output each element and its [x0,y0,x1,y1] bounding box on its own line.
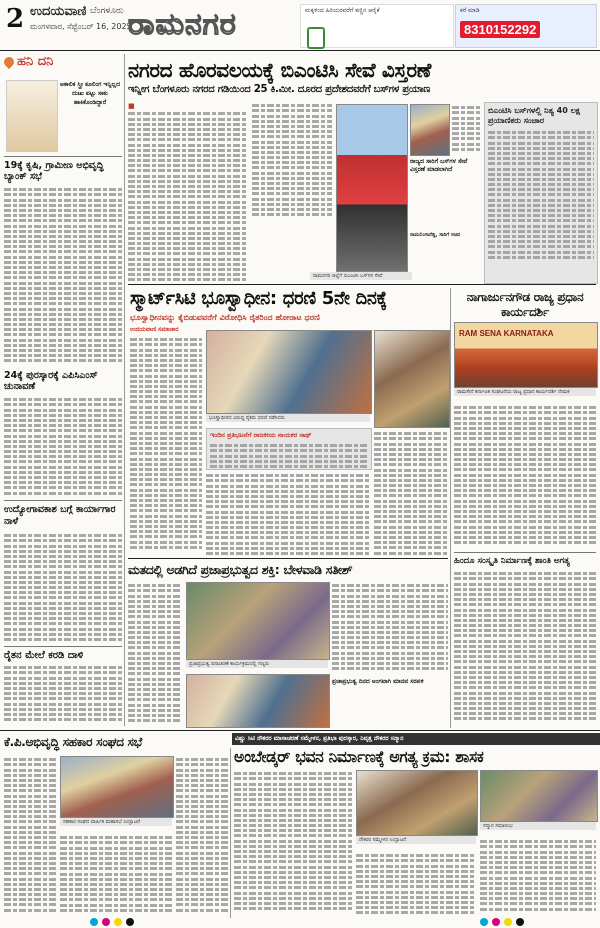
bus-photo [336,104,408,272]
smart-city-body [206,472,370,556]
smart-city-headline: ಸ್ಮಾರ್ಟ್‌ಸಿಟಿ ಭೂಸ್ವಾಧೀನ: ಧರಣಿ 5ನೇ ದಿನಕ್ಕೆ [130,288,387,309]
protest-photo-2 [374,330,450,428]
photo-caption: ಸನ್ಮಾನ ಸಮಾರಂಭ [480,822,596,830]
story-body [4,186,122,366]
photo-caption: ರಾಮನಗರ ಜಿಲ್ಲೆಗೆ ಬಿಎಂಟಿಸಿ ಬಸ್‌ಗಳ ಸೇವೆ [310,272,412,280]
yellow-mark [504,918,512,926]
magenta-mark [102,918,110,926]
phone-icon [307,27,325,49]
advertisement-right [455,4,597,48]
protest-photo [206,330,372,414]
democracy-headline: ಮತದಲ್ಲಿ ಅಡಗಿದೆ ಪ್ರಜಾಪ್ರಭುತ್ವದ ಶಕ್ತಿ: ಬೇಳವಾಡಿ ಸತೀಶ್ [128,562,353,577]
photo-caption: ಭೂಸ್ವಾಧೀನದ ವಿರುದ್ಧ ರೈತರು ಧರಣಿ ನಡೆಸಿದರು [206,414,370,422]
cyan-mark [90,918,98,926]
lead-subheadline: ಇನ್ನೀಗ ಬೆಂಗಳೂರು ನಗರದ ಗಡಿಯಿಂದ 25 ಕಿ.ಮೀ. ದೂರದ ಪ್ರದೇಶದವರೆಗೆ ಬಸ್‌ಗಳ ಪ್ರಯಾಣ [128,84,431,95]
inner-box-title: ಇಂದಿನ ಪ್ರತಿಭಟನೆಗೆ ರಾಜಕೀಯ ನಾಯಕರ ಸಾಥ್ [210,431,312,439]
kp-body [176,756,228,916]
right-secondary-headline: ಹಿಂದೂ ಸಂಸ್ಕೃತಿ ನಿರ್ಮಾಣಕ್ಕೆ ಶಾಂತಿ ಅಗತ್ಯ [454,556,570,566]
kp-body [60,834,172,916]
ambedkar-body [356,852,476,916]
paper-name: ಉದಯವಾಣಿ [30,4,87,19]
ad-right-text: ಕರೆ ಮಾಡಿ [460,7,480,14]
story-headline: ರೈತನ ಮೇಲೆ ಕರಡಿ ದಾಳಿ [4,650,84,661]
story-body [4,396,122,496]
kp-photo [60,756,174,818]
right-body [454,404,596,550]
photo-caption: ಸಹಕಾರ ಸಂಘದ ವಾರ್ಷಿಕ ಮಹಾಸಭೆ ಉದ್ಘಾಟನೆ [60,818,172,826]
drop-icon [2,54,16,68]
democracy-body [332,582,448,674]
cartoon [6,80,58,152]
page-number: 2 [6,4,25,34]
yellow-mark [114,918,122,926]
story-headline: 19ಕ್ಕೆ ಕೃಷಿ, ಗ್ರಾಮೀಣ ಅಭಿವೃದ್ಧಿ ಬ್ಯಾಂಕ್ ಸಭೆ [4,160,104,182]
story-body [4,664,122,724]
story-headline: 24ಕ್ಕೆ ಪುರಸ್ಕಾರಕ್ಕೆ ಎಪಿಸಿಎಂಸ್ ಚುನಾವಣೆ [4,370,98,392]
right-body [454,570,596,726]
byline: ಉದಯವಾಣಿ ಸಮಾಚಾರ [130,326,179,333]
banner-text: RAM SENA KARNATAKA [459,329,554,338]
date-line: ಮಂಗಳವಾರ, ಸೆಪ್ಟೆಂಬರ್ 16, 2025 [30,22,132,31]
city-label: ಬೆಂಗಳೂರು [90,6,124,16]
kp-headline: ಕೆ.ಪಿ.ಅಭಿವೃದ್ಧಿ ಸಹಕಾರ ಸಂಘದ ಸಭೆ [4,735,142,749]
lead-headline: ನಗರದ ಹೊರವಲಯಕ್ಕೆ ಬಿಎಂಟಿಸಿ ಸೇವೆ ವಿಸ್ತರಣೆ [128,58,432,82]
ambedkar-photo [356,770,478,836]
ad-left-text: ಮಕ್ಕಳಿಂದ ಹಿರಿಯರವರೆಗೆ ಕಣ್ಣಿನ ಆರೈಕೆ [305,7,380,14]
lead-body [128,102,248,282]
registration-marks [480,918,524,926]
ambedkar-body [480,838,596,916]
story-body [4,532,122,642]
side-caption: ಪ್ರಜಾಪ್ರಭುತ್ವ ದಿನದ ಅಂಗವಾಗಿ ಮಾನವ ಸರಪಳಿ [332,678,424,685]
democracy-body [128,582,182,726]
story-headline: ಉದ್ಯೋಗಾವಕಾಶ ಬಗ್ಗೆ ಕಾರ್ಯಾಗಾರ ನಾಳೆ [4,504,116,527]
lead-body [452,104,480,154]
column-brand: ಹನಿ ದನಿ [17,54,54,69]
smart-city-subheadline: ಭೂಸ್ವಾಧೀನವನ್ನು ಕೈಬಿಡುವವರೆಗೆ ವಿರೋಧಿಸಿ ರೈತರಿಂದ ಹೋರಾಟ ಧರಣಿ [130,312,320,322]
byline: ■ [128,102,135,110]
registration-marks [90,918,134,926]
sidebar-box [484,102,598,284]
advertisement-left [300,4,454,48]
lead-body [252,102,332,222]
minister-portrait [410,104,450,156]
cyan-mark [480,918,488,926]
democracy-photo-2 [186,674,330,728]
right-headline: ನಾಗಾರ್ಜುನಗೌಡ ರಾಜ್ಯ ಪ್ರಧಾನ ಕಾರ್ಯದರ್ಶಿ [466,290,584,319]
ambedkar-photo-2 [480,770,598,822]
ambedkar-body [234,770,352,916]
smart-city-body [130,336,202,556]
ad-phone-number: 8310152292 [460,21,540,38]
minister-quote: ರಾಜ್ಯದ ಸಾರಿಗೆ ಬಸ್‌ಗಳ ಸೇವೆ ವಿಸ್ತರಣೆ ಮಾಡಲಾಗಿದೆ [410,158,468,173]
sidebar-box-title: ಬಿಎಂಟಿಸಿ ಬಸ್‌ಗಳಲ್ಲಿ ನಿತ್ಯ 40 ಲಕ್ಷ ಪ್ರಯಾಣಿಕರು ಸಂಚಾರ [488,106,581,125]
ambedkar-headline: ಅಂಬೇಡ್ಕರ್ ಭವನ ನಿರ್ಮಾಣಕ್ಕೆ ಅಗತ್ಯ ಕ್ರಮ: ಶಾಸಕ [234,748,484,766]
ram-sena-photo [454,322,598,388]
magenta-mark [492,918,500,926]
inner-box [206,428,372,470]
column-quote: ಅಕಾಲಿಕ ಸ್ತ್ರೀ ಕೂಲಿಂಗ ಇನ್ನಿಲ್ಲದ ದುಃಖ ಪಟ್ಟು ಸಾಕು ಹಾಕಿಕೊಂಡಿದ್ದಾರೆ [60,81,120,106]
photo-caption: ನೌಕರರ ಸಮ್ಮೇಳನ ಉದ್ಘಾಟನೆ [356,836,476,844]
smart-city-body [374,430,448,556]
section-title: ರಾಮನಗರ [128,6,237,42]
kp-body [4,756,56,916]
black-mark [126,918,134,926]
black-mark [516,918,524,926]
photo-caption: ರಾಮಸೇನೆ ಕರ್ನಾಟಕ ಸಂಘಟನೆಯ ರಾಜ್ಯ ಪ್ರಧಾನ ಕಾರ್ಯದರ್ಶಿ ನೇಮಕ [454,388,596,396]
kicker: ವಿಷ್ಣು ಸಿಟಿ ನೌಕರರ ಮಾಸಾಚರಣೆ ಸಮ್ಮೇಳನ, ಪ್ರತಿಭಾ ಪುರಸ್ಕಾರ, ನಿವೃತ್ತ ನೌಕರರ ಸನ್ಮಾನ [232,733,600,745]
photo-caption: ಪ್ರಜಾಪ್ರಭುತ್ವ ದಿನಾಚರಣೆ ಕಾರ್ಯಕ್ರಮದಲ್ಲಿ ಗಣ್ಯರು [186,660,328,668]
quote-author: ರಾಮಲಿಂಗಾರೆಡ್ಡಿ, ಸಾರಿಗೆ ಸಚಿವ [410,232,461,238]
democracy-photo [186,582,330,660]
